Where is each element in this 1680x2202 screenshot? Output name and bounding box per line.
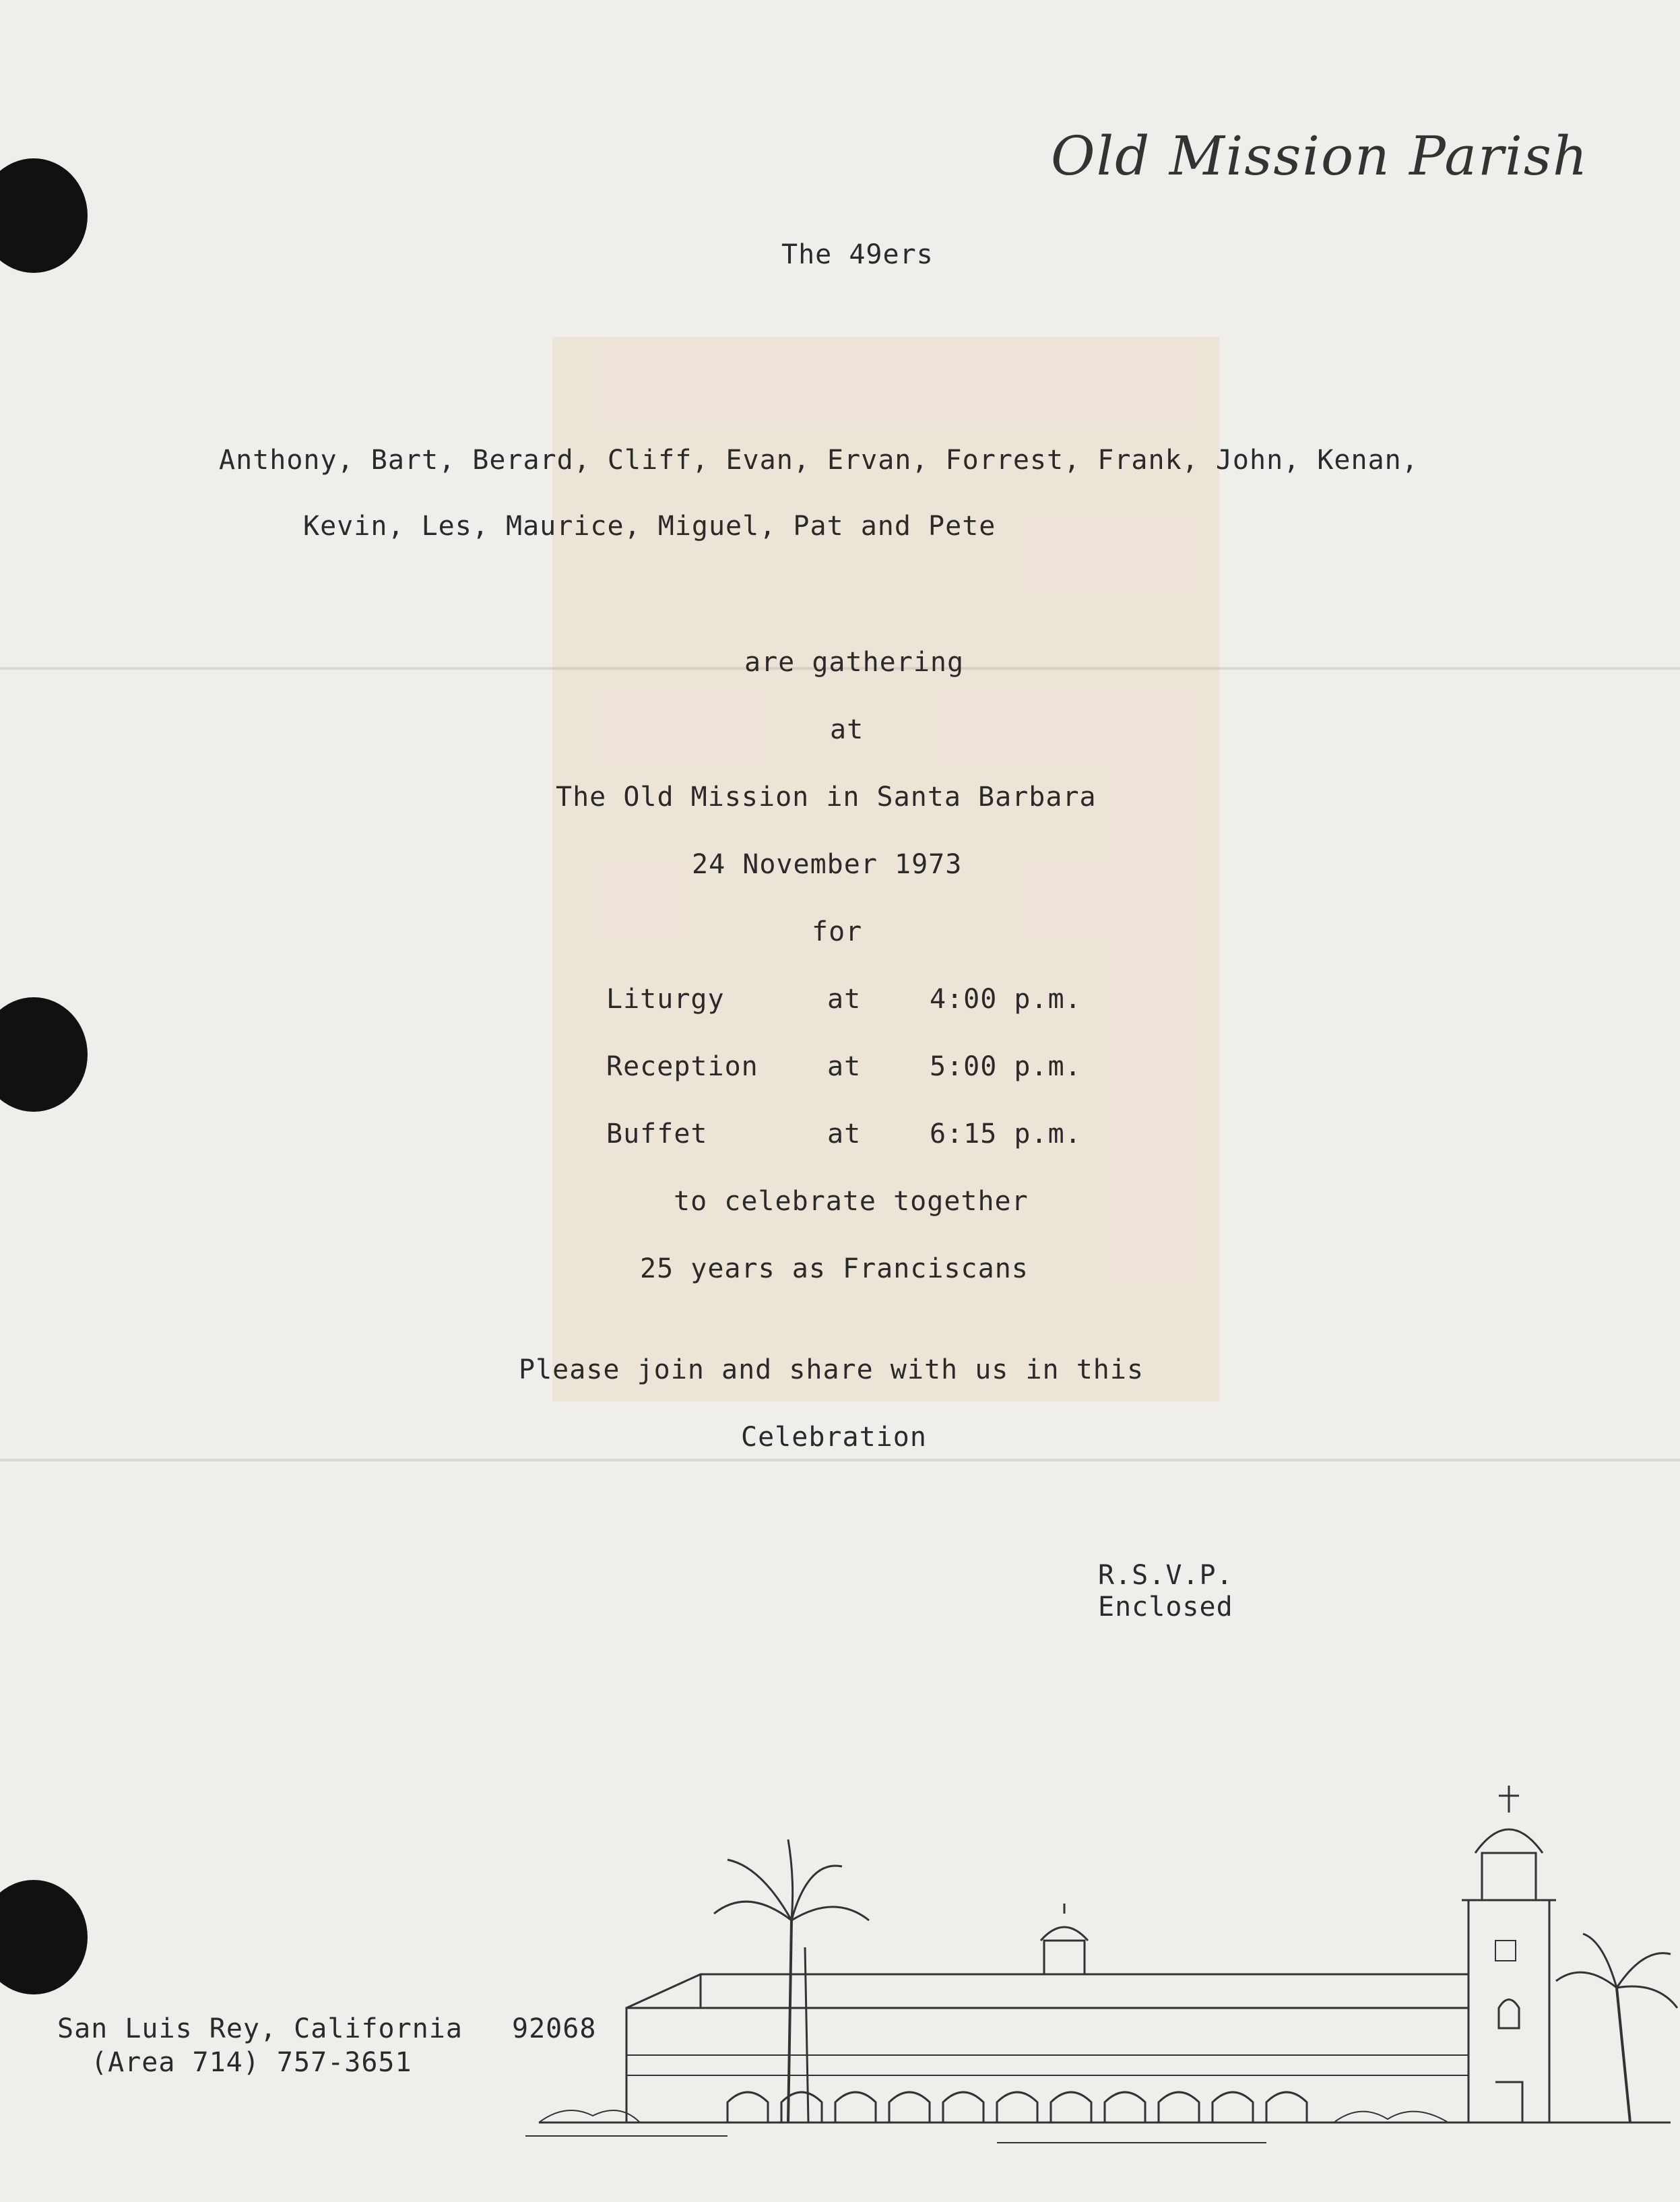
punch-hole-top <box>0 158 88 273</box>
celebrate-line-2: 25 years as Franciscans <box>640 1253 1029 1284</box>
schedule-time-reception: 5:00 p.m. <box>930 1051 1082 1082</box>
address-phone: (Area 714) 757-3651 <box>91 2047 412 2078</box>
names-line-2: Kevin, Les, Maurice, Miguel, Pat and Pete <box>303 511 996 542</box>
location-text: The Old Mission in Santa Barbara <box>556 782 1097 813</box>
schedule-at-reception: at <box>827 1051 862 1082</box>
schedule-time-buffet: 6:15 p.m. <box>930 1119 1082 1150</box>
punch-hole-bottom <box>0 1880 88 1994</box>
names-line-1: Anthony, Bart, Berard, Cliff, Evan, Ervan, Forrest, Frank, John, Kenan, <box>219 445 1419 476</box>
for-text: for <box>812 916 863 947</box>
at-text: at <box>830 714 864 745</box>
handwritten-note: Old Mission Parish <box>1051 125 1589 187</box>
fold-crease-lower <box>0 1459 1680 1461</box>
invitation-line-1: Please join and share with us in this <box>519 1354 1144 1385</box>
schedule-at-buffet: at <box>827 1119 862 1150</box>
rsvp-line-2: Enclosed <box>1098 1592 1233 1623</box>
rsvp-line-1: R.S.V.P. <box>1098 1560 1233 1591</box>
schedule-event-reception: Reception <box>606 1051 758 1082</box>
address-city: San Luis Rey, California <box>57 2013 463 2044</box>
schedule-at-liturgy: at <box>827 984 862 1015</box>
punch-hole-middle <box>0 997 88 1112</box>
mission-building-illustration <box>525 1786 1680 2163</box>
invitation-line-2: Celebration <box>741 1422 927 1453</box>
gathering-text: are gathering <box>744 647 965 678</box>
schedule-time-liturgy: 4:00 p.m. <box>930 984 1082 1015</box>
schedule-event-buffet: Buffet <box>606 1119 708 1150</box>
page-title: The 49ers <box>781 239 934 270</box>
address-zip: 92068 <box>512 2013 597 2044</box>
schedule-event-liturgy: Liturgy <box>606 984 725 1015</box>
celebrate-line-1: to celebrate together <box>674 1186 1029 1217</box>
date-text: 24 November 1973 <box>692 849 963 880</box>
